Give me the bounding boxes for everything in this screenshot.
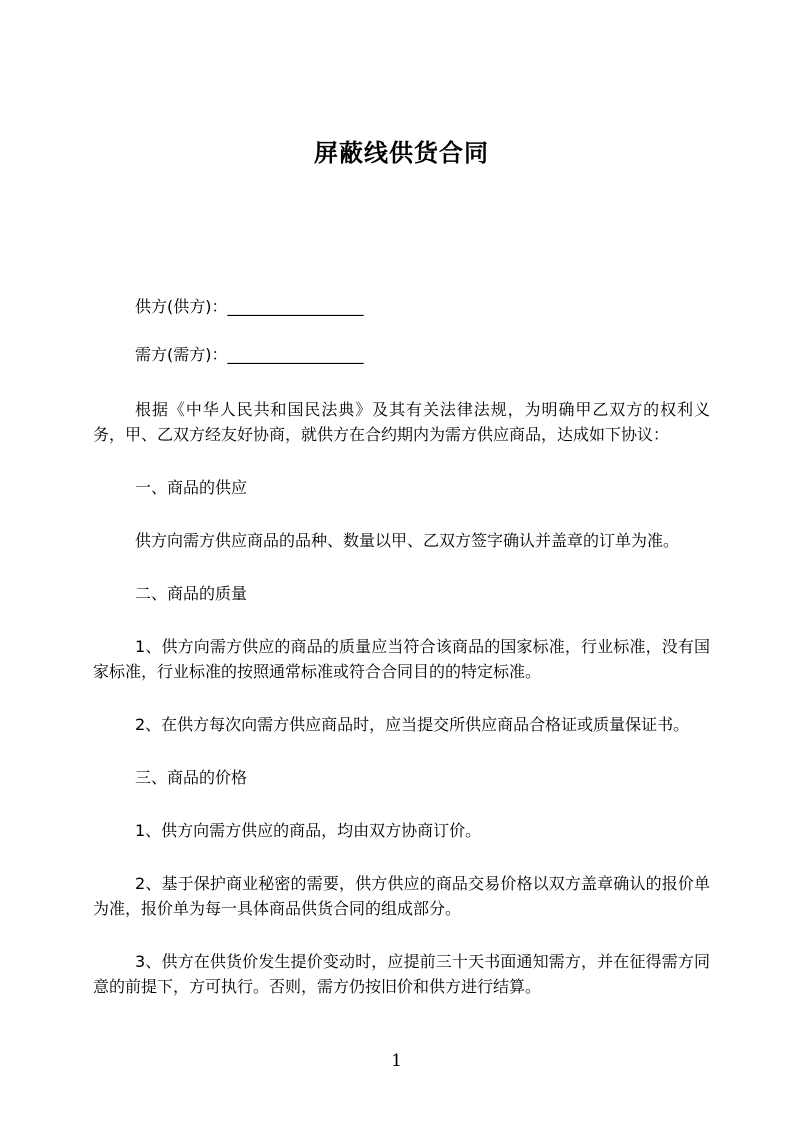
buyer-blank-line: _________________ — [227, 345, 364, 364]
section-3-item-2: 2、基于保护商业秘密的需要，供方供应的商品交易价格以双方盖章确认的报价单为准，报价单为每一具体商品供货合同的组成部分。 — [93, 874, 710, 918]
section-2-heading: 二、商品的质量 — [135, 584, 248, 603]
section-1-item-1: 供方向需方供应商品的品种、数量以甲、乙双方签字确认并盖章的订单为准。 — [135, 531, 680, 550]
document-title: 屏蔽线供货合同 — [314, 139, 489, 167]
section-3-heading: 三、商品的价格 — [135, 768, 248, 787]
section-2-item-1: 1、供方向需方供应的商品的质量应当符合该商品的国家标准，行业标准，没有国家标准，行业标准的按照通常标准或符合合同目的的特定标准。 — [93, 637, 710, 681]
buyer-label: 需方(需方)： — [135, 345, 228, 364]
supplier-label: 供方(供方)： — [135, 297, 228, 316]
party-line-supplier — [93, 294, 710, 319]
section-1-heading: 一、商品的供应 — [135, 478, 248, 497]
section-3-item-3: 3、供方在供货价发生提价变动时，应提前三十天书面通知需方，并在征得需方同意的前提下，方可执行。否则，需方仍按旧价和供方进行结算。 — [93, 952, 710, 996]
page-number: 1 — [391, 1051, 402, 1071]
intro-paragraph: 根据《中华人民共和国民法典》及其有关法律法规，为明确甲乙双方的权利义务，甲、乙双方经友好协商，就供方在合约期内为需方供应商品，达成如下协议： — [93, 400, 710, 444]
section-3-item-1: 1、供方向需方供应的商品，均由双方协商订价。 — [135, 821, 482, 840]
section-2-item-2: 2、在供方每次向需方供应商品时，应当提交所供应商品合格证或质量保证书。 — [135, 715, 690, 734]
supplier-blank-line: _________________ — [227, 297, 364, 316]
party-line-buyer — [93, 342, 710, 367]
